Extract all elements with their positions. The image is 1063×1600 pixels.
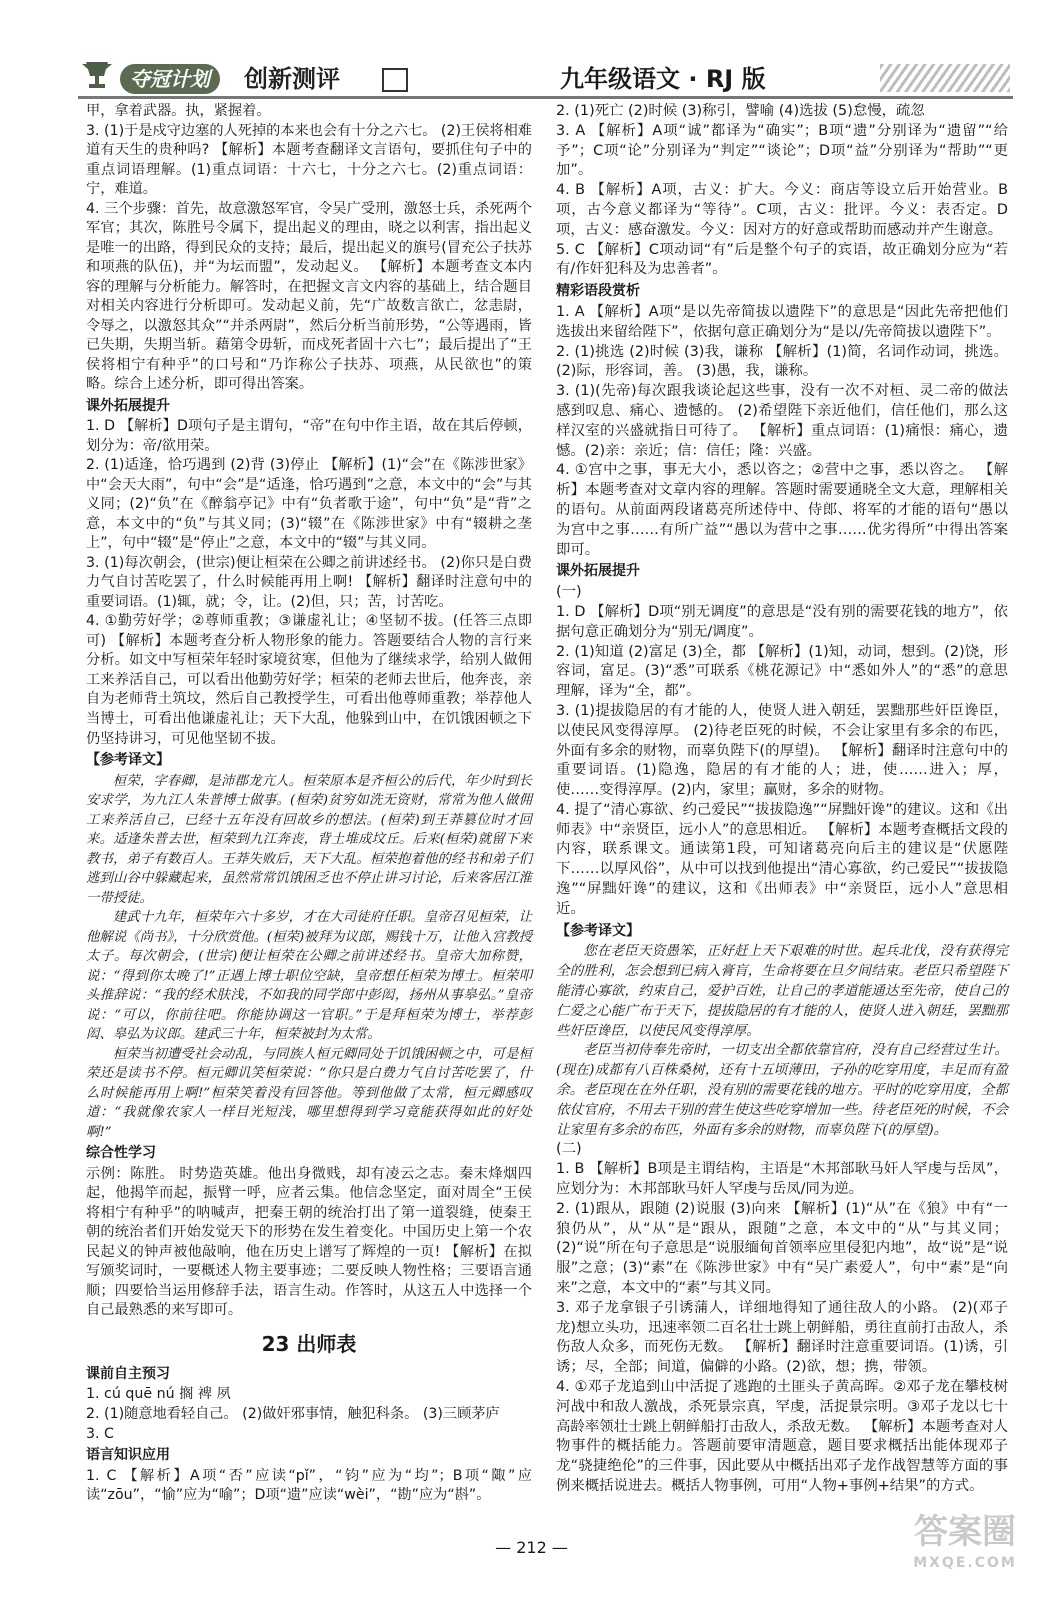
answer-item: 1. C 【解析】A项“否”应读“pǐ”，“钧”应为“均”；B项“陬”应读“zōu”，“愉”应为“喻”；D项“遗”应读“wèi”，“勘”应为“斟”。 [86,1467,532,1504]
translation-paragraph: 您在老臣天资愚笨，正好赶上天下艰难的时世。起兵北伐，没有获得完全的胜利，怎会想到已病入膏肓，生命将要在旦夕间结束。老臣只希望陛下能清心寡欲，约束自己，爱护百姓，让自己的孝道能通达至先帝，使自己的仁爱之心能广布于天下，提拔隐居的有才能的人，使贤人进入朝廷，罢黜那些奸臣谗臣，以使民风变得淳厚。 [556,943,1008,1039]
answer-item: 4. 三个步骤：首先，故意激怒军官，令吴广受刑，激怒士兵，杀死两个军官；其次，陈胜号令属下，提出起义的理由，晓之以利害，指出起义是唯一的出路，得到民众的支持；最后，提出起义的旗号(冒充公子扶苏和项燕的队伍)，并“为坛而盟”，发动起义。 【解析】本题考查文本内容的理解与分析能力。解答时，在把握文言文内容的基础上，结合题目对相关内容进行分析即可。发动起义前，先“广故数言欲亡，忿恚尉，令辱之，以激怒其众”“并杀两尉”，然后分析当前形势，“公等遇雨，皆已失期，失期当斩。藉第令毋斩，而戍死者固十六七”；最后提出了“王侯将相宁有种乎”的口号和“乃诈称公子扶苏、项燕，从民欲也”的策略。综合上述分析，即可得出答案。 [86,200,532,393]
translation-paragraph: 建武十九年，桓荣年六十多岁，才在大司徒府任职。皇帝召见桓荣，让他解说《尚书》，十分欣赏他。(桓荣)被拜为议郎，赐钱十万，让他入宫教授太子。每次朝会，(世宗)便让桓荣在公卿之前讲述经书。皇帝大加称赞，说：“得到你太晚了!”正遇上博士职位空缺，皇帝想任桓荣为博士。桓荣叩头推辞说：“我的经术肤浅，不如我的同学郎中彭闳，扬州从事皋弘。”皇帝说：“可以，你前往吧。你能协调这一官职。”于是拜桓荣为博士，举荐彭闳、皋弘为议郎。建武三十年，桓荣被封为太常。 [86,910,532,1043]
answer-column-right [556,102,1008,1497]
section-heading: 精彩语段赏析 [556,283,640,300]
section-heading: 课前自主预习 [86,1365,170,1382]
answer-item: 5. C 【解析】C项动词“有”后是整个句子的宾语，故正确划分应为“若有/作奸犯科及为忠善者”。 [556,241,1008,278]
answer-item: 2. (1)随意地看轻自己。 (2)做奸邪事情，触犯科条。 (3)三顾茅庐 [86,1406,500,1422]
book-title: 九年级语文 · RJ 版 [560,65,766,93]
answer-item: 3. (1)于是戍守边塞的人死掉的本来也会有十分之六七。 (2)王侯将相难道有天生的贵种吗? 【解析】本题考查翻译文言语句，要抓住句子中的重点词语理解。(1)重点词语：十六七，十分之六七。(2)重点词语：宁，难道。 [86,122,532,198]
translation-paragraph: 桓荣当初遭受社会动乱，与同族人桓元卿同处于饥饿困顿之中，可是桓荣还是读书不停。桓元卿讥笑桓荣说：“你只是白费力气自讨苦吃罢了，什么时候能再用上啊!”桓荣笑着没有回答他。等到他做了太常，桓元卿感叹道：“我就像农家人一样目光短浅，哪里想得到学习竟能获得如此的好处啊!” [86,1046,532,1140]
answer-item: 3. (1)(先帝)每次跟我谈论起这些事，没有一次不对桓、灵二帝的做法感到叹息、痛心、遗憾的。 (2)希望陛下亲近他们，信任他们，那么这样汉室的兴盛就指日可待了。 【解析】重点词语：(1)痛恨：痛心，遗憾。(2)亲：亲近；信：信任；隆：兴盛。 [556,383,1008,459]
watermark-subtext: MXQE.COM [913,1555,1017,1571]
answer-column-left [86,102,532,1506]
answer-item: 1. D 【解析】D项句子是主谓句，“帝”在句中作主语，故在其后停顿，划分为：帝/欲用荣。 [86,418,532,454]
answer-item: 2. (1)适逢，恰巧遇到 (2)背 (3)停止 【解析】(1)“会”在《陈涉世家》中“会天大雨”，句中“会”是“适逢，恰巧遇到”之意，本文中的“会”与其义同；(2)“负”在《醉翁亭记》中有“负者歌于途”，句中“负”是“背”之意，本文中的“负”与其义同；(3)“辍”在《陈涉世家》中有“辍耕之垄上”，句中“辍”是“停止”之意，本文中的“辍”与其义同。 [86,457,532,552]
page-header [0,0,1063,118]
answer-item: 4. ①邓子龙追到山中活捉了逃跑的土匪头子黄高晖。②邓子龙在攀枝树河战中和敌人激战，杀死景宗真，罕虔，活捉景宗明。③邓子龙以七十高龄率领壮士跳上朝鲜船打击敌人，杀敌无数。 【解析】本题考查对人物事件的概括能力。答题前要审清题意，题目要求概括出能体现邓子龙“骁捷绝伦”的三件事，因此要从中概括出邓子龙作战智慧等方面的事例来概括说进去。概括人物事例，可用“人物+事例+结果”的方式。 [556,1379,1008,1494]
section-heading: 【参考译文】 [556,922,640,939]
answer-item: 1. A 【解析】A项“是以先帝简拔以遗陛下”的意思是“因此先帝把他们选拔出来留给陛下”，依据句意正确划分为“是以/先帝简拔以遗陛下”。 [556,303,1008,340]
section-heading: 语言知识应用 [86,1447,170,1464]
answer-item: 2. (1)跟从，跟随 (2)说服 (3)向来 【解析】(1)“从”在《狼》中有“一狼仍从”，从“从”是“跟从，跟随”之意，本文中的“从”与其义同；(2)“说”所在句子意思是“说服缅甸首领率应里侵犯内地”，故“说”是“说服”之意；(3)“素”在《陈涉世家》中有“吴广素爱人”，句中“素”是“向来”之意，本文中的“素”与其义同。 [556,1200,1008,1297]
watermark-logo [880,1510,1050,1590]
lesson-title: 23 出师表 [261,1331,357,1356]
checkbox-icon [382,68,408,92]
answer-item: 2. (1)知道 (2)富足 (3)全，都 【解析】(1)知，动词，想到。(2)饶，形容词，富足。(3)“悉”可联系《桃花源记》中“悉如外人”的“悉”的意思理解，译为“全，都”。 [556,643,1008,700]
page-number: — 212 — [495,1538,568,1557]
answer-item: 2. (1)死亡 (2)时候 (3)称引，譬喻 (4)选拔 (5)怠慢，疏忽 [556,103,925,119]
trophy-icon [80,58,114,92]
answer-item: 4. ①勤劳好学；②尊师重教；③谦虚礼让；④坚韧不拔。(任答三点即可) 【解析】本题考查分析人物形象的能力。答题要结合人物的言行来分析。如文中写桓荣年轻时家境贫寒，但他为了继续求学，给别人做佣工来养活自己，可以看出他勤劳好学；桓荣的老师去世后，他奔丧，亲自为老师背土筑坟，然后自己教授学生，可看出他尊师重教；举荐他人当博士，可看出他谦虚礼让；天下大乱，他躲到山中，在饥饿困顿之下仍坚持讲习，可见他坚韧不拔。 [86,613,532,747]
answer-item: 4. 提了“清心寡欲、约己爱民”“拔拔隐逸”“屏黜奸谗”的建议。这和《出师表》中“亲贤臣，远小人”的意思相近。 【解析】本题考查概括文段的内容，联系课文。通读第1段，可知诸葛亮向后主的建议是“伏愿陛下……以厚风俗”，从中可以找到他提出“清心寡欲，约己爱民”“拔拔隐逸”“屏黜奸谗”的建议，这和《出师表》中“亲贤臣，远小人”意思相近。 [556,801,1008,917]
answer-item: 4. B 【解析】A项，古义：扩大。今义：商店等设立后开始营业。B项，古今意义都译为“等待”。C项，古义：批评。今义：表否定。D项，古义：感奋激发。今义：因对方的好意或帮助而感动并产生谢意。 [556,182,1008,238]
answer-item: 1. D 【解析】D项“别无调度”的意思是“没有别的需要花钱的地方”，依据句意正确划分为“别无/调度”。 [556,603,1008,640]
answer-item: (一) [556,584,582,601]
answer-item: 3. (1)提拔隐居的有才能的人，使贤人进入朝廷，罢黜那些奸臣谗臣，以使民风变得淳厚。 (2)待老臣死的时候，不会让家里有多余的布匹，外面有多余的财物，而辜负陛下(的厚望)。 【解析】翻译时注意句中的重要词语。(1)隐逸，隐居的有才能的人；进，使……进入；厚，使……变得淳厚。(2)内，家里；赢财，多余的财物。 [556,702,1008,799]
section-heading: 课外拓展提升 [556,563,640,580]
section-heading: 【参考译文】 [86,752,170,769]
series-name: 创新测评 [244,65,340,93]
section-heading: 课外拓展提升 [86,397,170,414]
watermark-text: 答案圈 [914,1512,1016,1552]
answer-item: 甲，拿着武器。执，紧握着。 [86,103,271,119]
section-heading: 综合性学习 [86,1145,156,1162]
header-decoration [880,64,1010,92]
answer-item: 示例：陈胜。 时势造英雄。他出身微贱，却有凌云之志。秦末烽烟四起，他揭竿而起，振臂一呼，应者云集。他信念坚定，面对周全“王侯将相宁有种乎”的呐喊声，把秦王朝的统治打出了第一道裂缝，使秦王朝的统治者们开始发觉天下的形势在发生着变化。中国历史上第一个农民起义的钟声被他敲响，他在历史上谱写了辉煌的一页! 【解析】在拟写颁奖词时，一要概述人物主要事迹；二要反映人物性格；三要语言通顺；四要恰当运用修辞手法，语言生动。作答时，从这五人中选择一个自己最熟悉的来写即可。 [86,1165,532,1319]
answer-item: 1. B 【解析】B项是主谓结构，主语是“木邦部耿马奸人罕虔与岳凤”，应划分为：木邦部耿马奸人罕虔与岳凤/同为逆。 [556,1161,1008,1198]
translation-paragraph: 老臣当初侍奉先帝时，一切支出全都依靠官府，没有自己经营过生计。(现在)成都有八百株桑树，还有十五顷薄田，子孙的吃穿用度，丰足而有盈余。老臣现在在外任职，没有别的需要花钱的地方。平时的吃穿用度，全都依仗官府，不用去干别的营生使这些吃穿增加一些。待老臣死的时候，不会让家里有多余的布匹，外面有多余的财物，而辜负陛下(的厚望)。 [556,1042,1008,1138]
answer-item: 2. (1)挑选 (2)时候 (3)我，谦称 【解析】(1)简，名词作动词，挑选。(2)际，形容词，善。 (3)愚，我，谦称。 [556,343,1008,380]
answer-item: 3. C [86,1425,114,1442]
answer-item: (二) [556,1141,582,1158]
brand-logo: 夺冠计划 [120,64,220,94]
translation-paragraph: 桓荣，字春卿，是沛郡龙亢人。桓荣原本是齐桓公的后代，年少时到长安求学，为九江人朱普博士做事。(桓荣)贫穷如洗无资财，常常为他人做佣工来养活自己，已经十五年没有回故乡的想法。(桓荣)到王莽篡位时才回来。适逢朱普去世，桓荣到九江奔丧，背土堆成坟丘。后来(桓荣)就留下来教书，弟子有数百人。王莽失败后，天下大乱。桓荣抱着他的经书和弟子们逃到山谷中躲藏起来，虽然常常饥饿困乏也不停止讲习讨论，后来客居江淮一带授徒。 [86,773,532,906]
answer-item: 3. A 【解析】A项“诚”都译为“确实”；B项“遗”分别译为“遗留”“给予”；C项“论”分别译为“判定”“谈论”；D项“益”分别译为“帮助”“更加”。 [556,122,1008,179]
answer-item: 1. cú quē nú 搁 裨 夙 [86,1386,231,1403]
header-divider [78,96,1013,99]
answer-item: 3. (1)每次朝会，(世宗)便让桓荣在公卿之前讲述经书。 (2)你只是白费力气自讨苦吃罢了，什么时候能再用上啊! 【解析】翻译时注意句中的重要词语。(1)辄，就；令，让。(2)但，只；苦，讨苦吃。 [86,554,532,610]
answer-item: 3. 邓子龙拿银子引诱蒲人，详细地得知了通往敌人的小路。 (2)(邓子龙)想立头功，迅速率领二百名壮士跳上朝鲜船，勇往直前打击敌人，杀伤敌人众多，而死伤无数。 【解析】翻译时注意重要词语。(1)诱，引诱；尽，全部；间道，偏僻的小路。(2)欲，想；携，带领。 [556,1299,1008,1376]
answer-item: 4. ①宫中之事，事无大小，悉以咨之；②营中之事，悉以咨之。 【解析】本题考查对文章内容的理解。答题时需要通晓全文大意，理解相关的语句。从前面两段诸葛亮所述侍中、侍郎、将军的才能的语句“愚以为宫中之事……有所广益”“愚以为营中之事……优劣得所”中得出答案即可。 [556,462,1008,558]
